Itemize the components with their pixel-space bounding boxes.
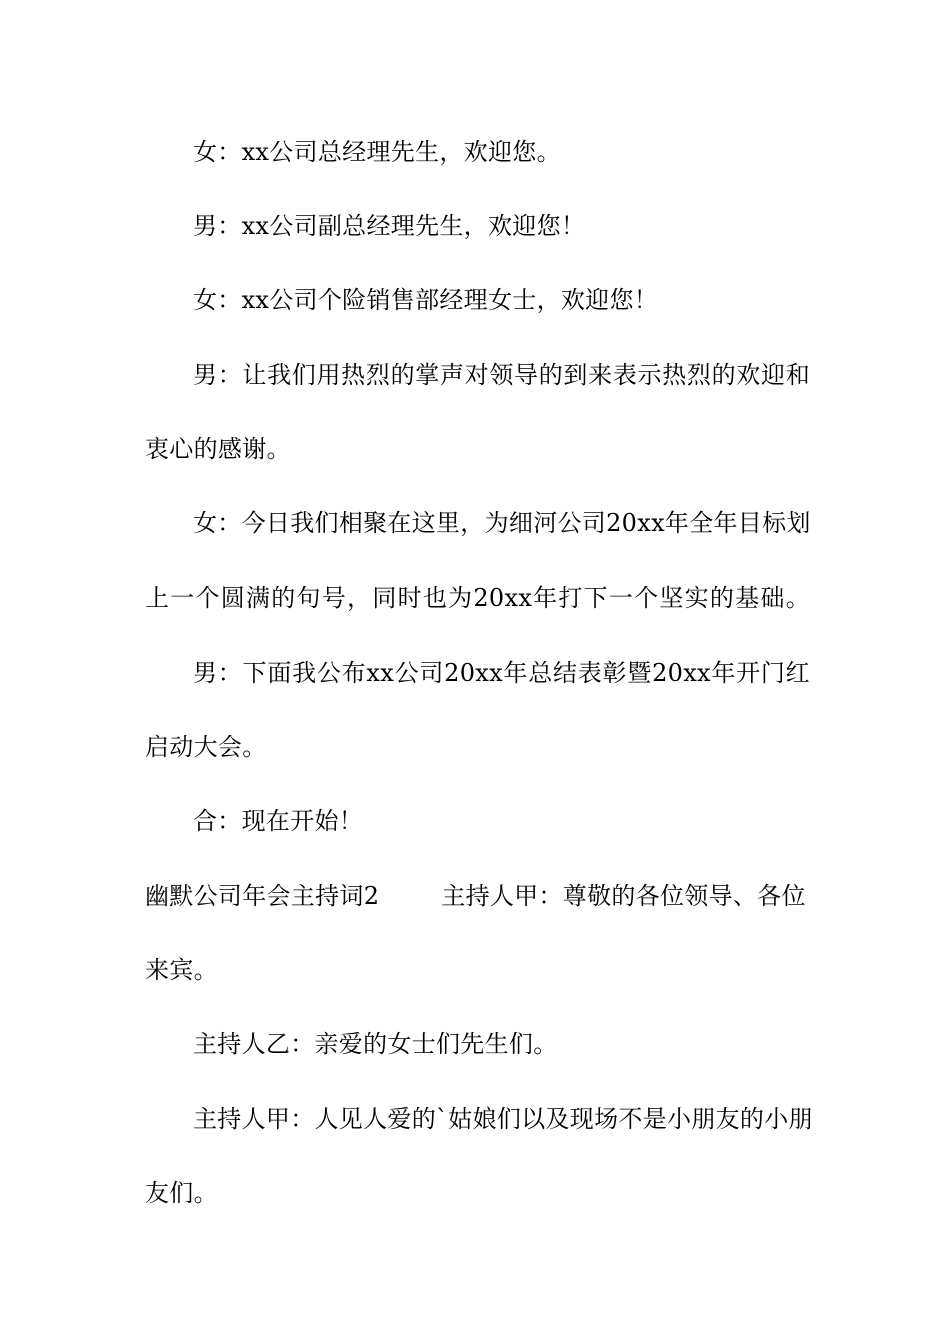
dialogue-line-continuation: 来宾。 <box>145 956 218 984</box>
dialogue-line-continuation: 衷心的感谢。 <box>145 435 291 463</box>
section-line <box>145 881 810 911</box>
dialogue-line: 男：下面我公布xx公司20xx年总结表彰暨20xx年开门红 <box>193 659 810 687</box>
dialogue-line: 女：今日我们相聚在这里，为细河公司20xx年全年目标划 <box>193 509 811 537</box>
dialogue-line-continuation: 友们。 <box>145 1179 218 1207</box>
dialogue-line-continuation: 启动大会。 <box>145 733 267 761</box>
dialogue-line: 女：xx公司个险销售部经理女士，欢迎您！ <box>193 286 659 314</box>
dialogue-line: 主持人乙：亲爱的女士们先生们。 <box>193 1030 558 1058</box>
dialogue-line: 男：让我们用热烈的掌声对领导的到来表示热烈的欢迎和 <box>193 361 810 389</box>
dialogue-line: 主持人甲：人见人爱的`姑娘们以及现场不是小朋友的小朋 <box>193 1105 813 1133</box>
dialogue-line-continuation: 上一个圆满的句号，同时也为20xx年打下一个坚实的基础。 <box>145 584 810 612</box>
section-title: 幽默公司年会主持词2 <box>145 882 380 910</box>
dialogue-line: 女：xx公司总经理先生，欢迎您。 <box>193 138 561 166</box>
dialogue-line: 合：现在开始！ <box>193 807 364 835</box>
dialogue-line: 男：xx公司副总经理先生，欢迎您！ <box>193 212 586 240</box>
dialogue-line: 主持人甲：尊敬的各位领导、各位 <box>441 882 806 910</box>
